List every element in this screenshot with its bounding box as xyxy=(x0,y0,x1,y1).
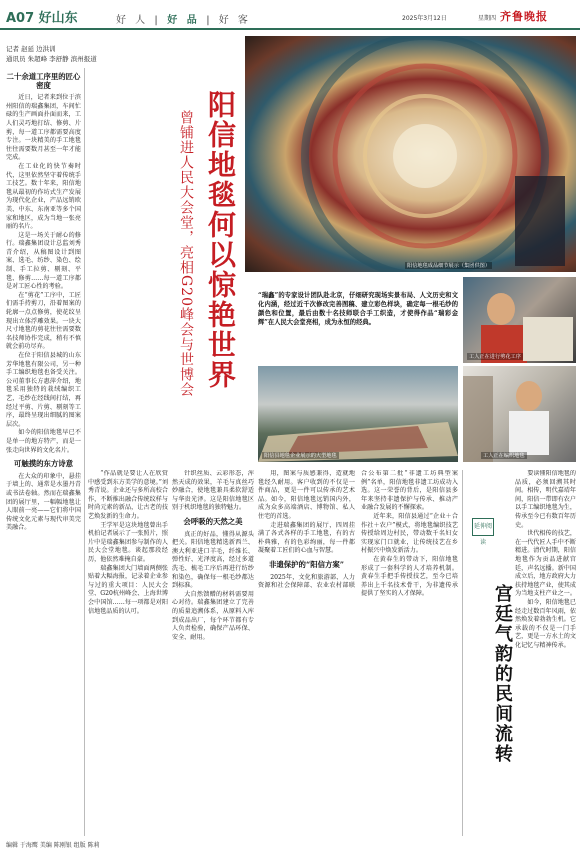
column-divider xyxy=(462,470,463,836)
paragraph: 2025年，文化和旅游部、人力资源和社会保障部、农业农村部联合公布第二批“非遗工坊典型案例”名单，阳信地毯非遗工坊成功入选。这一荣誉的背后，是阳信县多年来坚持非遗保护与传承、推动产业融合发展的不懈探索。 xyxy=(258,470,458,590)
paragraph: 用，图案与质感兼得，造就地毯经久耐用。客户收到的不仅是一件商品，更是一件可以传承的艺术品。如今，阳信地毯远销国内外，成为众多高端酒店、博物馆、私人住宅的首选。 xyxy=(258,470,355,520)
paragraph: 在位于阳信县城的山东芳华地毯有限公司，另一种手工编织地毯也备受关注。公司董事长方惠萍介绍，地毯采用独特的栽绒编织工艺，毛纱在经线间打结，再经过平剪、片剪、剔刻等工序，最终呈现出细腻的图案层次。 xyxy=(6,352,81,428)
page-footer: 编辑 于海鹰 美编 陈刚银 组版 陈莉 xyxy=(6,842,100,849)
paragraph: 世代相传的技艺，在一代代匠人手中不断精进。清代时期，阳信地毯作为贡品进献宫廷，声名远播。新中国成立后，地方政府大力扶持地毯产业，使其成为当地支柱产业之一。 xyxy=(515,530,576,598)
photo-exhibition-hall xyxy=(258,366,458,462)
paragraph: 走进瑞鑫集团的展厅，四周挂满了各式各样的手工地毯，有的古朴典雅，有的色彩绚丽，每一件都凝聚着工匠们的心血与智慧。 xyxy=(258,521,355,555)
reporters-credit: 记者 赵延 边洪训 xyxy=(6,45,56,53)
sidebar-title: 宫廷气韵的民间流转 xyxy=(492,584,513,764)
article-column-1 xyxy=(6,68,81,836)
section-title-1: 二十余道工序里的匠心密度 xyxy=(6,72,81,90)
photo-worker-weaving xyxy=(463,366,576,462)
newspaper-logo: 齐鲁晚报 xyxy=(500,10,548,23)
caption-photo-top: 阳信地毯成品细节展示（集团供图） xyxy=(407,263,491,269)
paragraph: 王学军是这块地毯曾出手机拍记者展示了一张照片，照片中是瑞鑫集团参与制作的人民大会堂地毯。谈起那段经历，他依然难掩自豪。 xyxy=(88,521,168,563)
issue-weekday: 星期四 xyxy=(478,15,497,22)
worker-image xyxy=(463,277,576,363)
sidebar-label: 延伸阅读 xyxy=(472,518,494,536)
headline-main: 阳信地毯何以惊艳世界 xyxy=(204,90,237,390)
paragraph: 如今，阳信地毯已经走过数百年风雨，依然焕发着勃勃生机。它承载的不仅是一门手艺，更是一方水土的文化记忆与精神传承。 xyxy=(515,598,576,649)
caption-photo-right2: 工人正在编织地毯 xyxy=(483,453,525,459)
section-pre: 好 人 | xyxy=(116,15,161,26)
paragraph: “作品就是要让人在欣赏中感受到东方美学的意境。”刘秀青说。企业还与多所高校合作，不断推出融合传统纹样与时尚元素的新品，让古老的技艺焕发新的生命力。 xyxy=(88,470,168,520)
paragraph: 在工业化的快节奏时代，这里依然坚守着传统手工技艺。数十年来，阳信地毯从最初的作坊式生产发展为现代化企业，产品远销欧美、中东、东南亚等多个国家和地区，成为当地一张亮丽的名片。 xyxy=(6,162,81,231)
exhibition-image xyxy=(258,366,458,462)
photo-carpet-detail xyxy=(245,36,576,272)
correspondents-credit: 通讯员 朱超峰 李舒静 滨州报道 xyxy=(6,55,97,63)
section-title-4: 非遗保护的“阳信方案” xyxy=(268,559,345,569)
paragraph: 大自然馈赠的材料需要用心对待。瑞鑫集团建立了完善的质量追溯体系，从原料入库到成品出厂，每个环节都有专人负责检验，确保产品环保、安全、耐用。 xyxy=(172,590,254,641)
paragraph: 如今的阳信地毯早已不是单一的地方特产，而是一张走向世界的文化名片。 xyxy=(6,429,81,454)
paragraph: 这是一场关于耐心的修行。瑞鑫集团设计总监刘秀青介绍，从稿图设计到图案、选毛、纺纱、染色、绘制、手工拉剪、剔刻、平毯、修剪……每一道工序都是对工匠心性的考验。 xyxy=(6,231,81,291)
carpet-pattern-image xyxy=(245,36,576,272)
article-column-3 xyxy=(172,470,254,836)
section-title-3: 会呼吸的天然之美 xyxy=(183,516,243,526)
page-header xyxy=(0,0,580,30)
section-current: 好 品 xyxy=(160,15,207,26)
article-column-4 xyxy=(258,470,458,836)
paragraph: 近日，记者来到位于滨州阳信的瑞鑫集团，车间忙碌的生产画面扑面而来，工人们灵巧地打结、修剪、片剪，每一道工序都需要高度专注。一块精美的手工地毯往往需要数月甚至一年才能完成。 xyxy=(6,94,81,162)
photo-worker-trimming xyxy=(463,277,576,363)
headline-sub: 曾铺进人民大会堂，亮相G20峰会与世博会 xyxy=(178,110,194,397)
paragraph: 在黄春生的带动下，阳信地毯形成了一套科学的人才培养机制。黄春生手把手传授技艺，至今已培养出上千名技术骨干，为非遗传承提供了坚实的人才保障。 xyxy=(361,555,458,598)
sidebar-column xyxy=(515,470,576,836)
section-nav xyxy=(116,11,251,26)
page-number: A07 好山东 xyxy=(6,11,78,26)
column-divider xyxy=(84,68,85,836)
issue-date: 2025年3月12日 xyxy=(402,15,447,22)
section-post: | 好 客 xyxy=(206,15,251,26)
paragraph: 要读懂阳信地毯的品质，必须回溯其时间。相传，明代嘉靖年间，阳信一带即有农户以手工编织地毯为生，传承至今已有数百年历史。 xyxy=(515,470,576,529)
caption-photo-right1: 工人正在进行剪花工序 xyxy=(469,354,521,360)
article-column-2 xyxy=(88,470,168,836)
paragraph: 真正的好品，懂得从源头把关。阳信地毯精选新西兰、澳大利亚进口羊毛，纤维长、弹性好、光泽度高，经过多道洗毛、梳毛工序后再进行纺纱和染色，确保每一根毛纱都达到标准。 xyxy=(172,530,254,590)
paragraph: 在大众的印象中，悬挂于墙上的、通常是水墨丹青或书法卷轴。然而在瑞鑫集团的展厅里，一幅幅地毯让人眼前一亮——它们将中国传统文化元素与现代审美完美融合。 xyxy=(6,472,81,532)
paragraph: 近年来，阳信县通过“企业＋合作社＋农户”模式，将地毯编织技艺传授给周边村民，带动数千名妇女实现家门口就业，让传统技艺在乡村振兴中焕发新活力。 xyxy=(361,512,458,555)
paragraph: 瑞鑫集团大门墙面两侧张贴着大幅海报，记录着企业参与过的重大项目：人民大会堂、G20杭州峰会、上海世博会中国馆……每一项都是对阳信地毯品质的认可。 xyxy=(88,564,168,615)
paragraph: 针织丝质、云彩形态，浑然天成的效果，羊毛与真丝巧妙融合，使地毯兼具柔软舒适与华贵光泽。这是阳信地毯区别于机织地毯的独特魅力。 xyxy=(172,470,254,512)
caption-photo-bottom: 阳信县地毯企业展示的大型地毯 xyxy=(264,453,337,459)
section-title-2: 可触摸的东方诗意 xyxy=(13,459,74,469)
paragraph: 在“剪花”工序中，工匠们需手持剪刀，沿着图案的轮廓一点点修剪，使花纹呈现出立体浮雕效果。一块大尺寸地毯的剪花往往需要数名技师协作完成，稍有不慎就会前功尽弃。 xyxy=(6,291,81,351)
pull-quote: “瑞鑫”的专家设计团队赴北京，仔细研究现场实景布局、人文历史和文化内涵，经过近千次修改完善图稿、建立彩色样块，确定每一根毛纱的颜色和位置，最后由数十名技师联合手工织造，才使得作品“瑞彩金辉”在人民大会堂亮相，成为永恒的经典。 xyxy=(258,292,458,326)
weaving-image xyxy=(463,366,576,462)
